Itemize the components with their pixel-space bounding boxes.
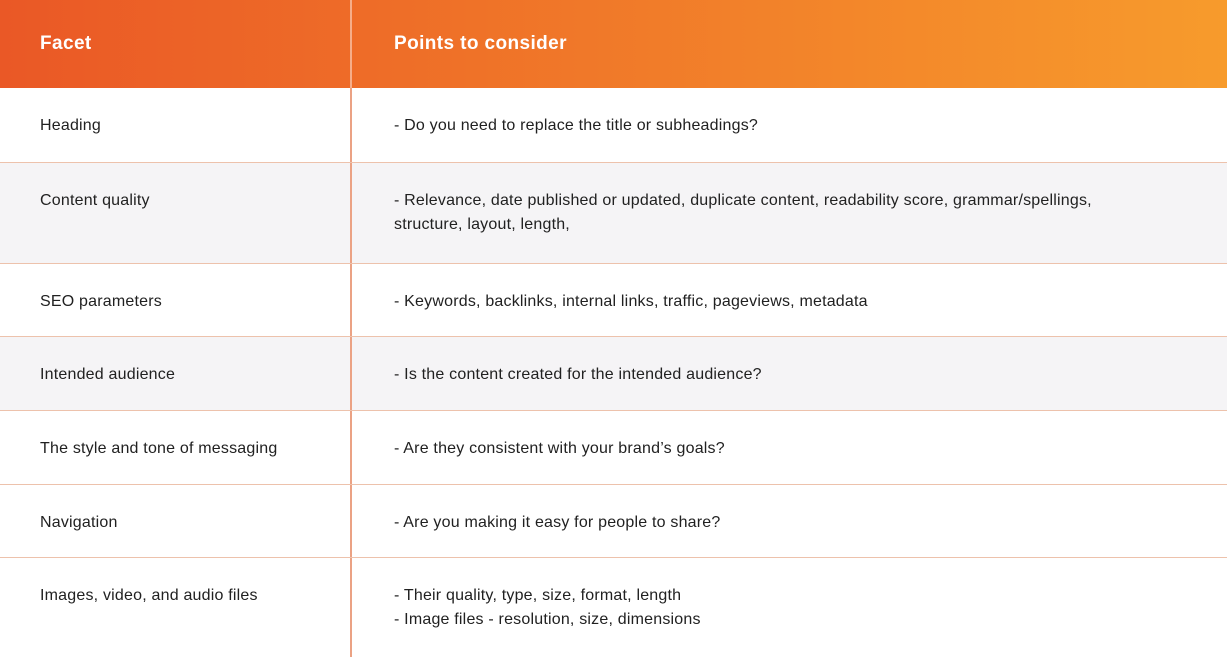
facet-cell [0, 411, 352, 484]
facet-cell [0, 558, 352, 657]
facet-cell-label: SEO parameters [40, 293, 162, 310]
facet-cell [0, 163, 352, 263]
points-line: - Are they consistent with your brand’s goals? [394, 440, 725, 457]
facet-cell-label: Content quality [40, 192, 150, 209]
points-line: structure, layout, length, [394, 216, 570, 233]
points-line: - Image files - resolution, size, dimensions [394, 611, 701, 628]
table-row [0, 410, 1227, 484]
table-row [0, 88, 1227, 162]
facet-cell [0, 264, 352, 336]
points-cell [352, 163, 1227, 263]
table-row [0, 162, 1227, 263]
facet-cell [0, 485, 352, 557]
table-row [0, 557, 1227, 657]
table-row [0, 263, 1227, 336]
facet-cell-label: The style and tone of messaging [40, 440, 278, 457]
facet-cell-label: Intended audience [40, 366, 176, 383]
points-line: - Is the content created for the intended audience? [394, 366, 762, 383]
header-points-to-consider: Points to consider [394, 33, 567, 54]
points-line: - Relevance, date published or updated, duplicate content, readability score, grammar/spellings, [394, 192, 1092, 209]
points-cell [352, 88, 1227, 162]
table-row [0, 484, 1227, 557]
points-cell [352, 558, 1227, 657]
points-line: - Do you need to replace the title or subheadings? [394, 117, 759, 134]
facet-cell-label: Heading [40, 117, 102, 134]
facet-cell-label: Images, video, and audio files [40, 587, 258, 604]
points-cell [352, 264, 1227, 336]
facet-cell [0, 88, 352, 162]
facet-cell [0, 337, 352, 410]
points-cell [352, 411, 1227, 484]
points-cell [352, 337, 1227, 410]
header-facet: Facet [0, 0, 352, 88]
facet-cell-label: Navigation [40, 514, 118, 531]
table-row [0, 336, 1227, 410]
table-header-row [0, 0, 1227, 88]
points-line: - Their quality, type, size, format, length [394, 587, 682, 604]
points-line: - Keywords, backlinks, internal links, traffic, pageviews, metadata [394, 293, 868, 310]
points-cell [352, 485, 1227, 557]
table-body [0, 88, 1227, 657]
points-line: - Are you making it easy for people to share? [394, 514, 721, 531]
